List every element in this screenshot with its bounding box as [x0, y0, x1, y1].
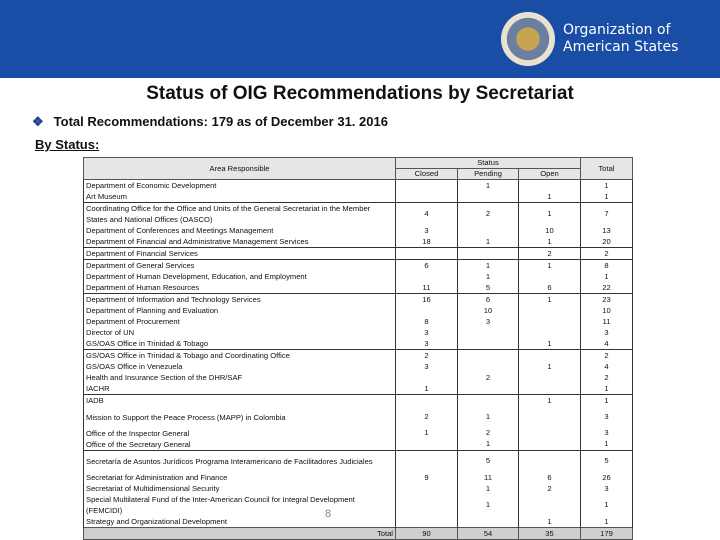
cell-pending: 1	[458, 406, 519, 427]
cell-total: 1	[581, 516, 633, 528]
table-row	[84, 439, 633, 451]
cell-open	[519, 494, 581, 516]
cell-pending: 1	[458, 494, 519, 516]
cell-area: Secretariat for Administration and Finance	[84, 472, 396, 483]
cell-closed	[396, 305, 458, 316]
cell-closed: 9	[396, 472, 458, 483]
total-open: 35	[519, 528, 581, 540]
cell-open: 1	[519, 516, 581, 528]
cell-total: 1	[581, 439, 633, 451]
table-row	[84, 260, 633, 272]
table-row	[84, 350, 633, 362]
cell-closed	[396, 450, 458, 472]
cell-closed: 3	[396, 225, 458, 236]
cell-pending: 1	[458, 260, 519, 272]
org-name	[563, 22, 678, 56]
page-title: Status of OIG Recommendations by Secretariat	[146, 83, 574, 104]
cell-open: 2	[519, 483, 581, 494]
org-name-line2: American States	[563, 39, 679, 55]
cell-area: Secretariat of Multidimensional Security	[84, 483, 396, 494]
cell-closed: 6	[396, 260, 458, 272]
cell-pending: 11	[458, 472, 519, 483]
cell-closed: 2	[396, 406, 458, 427]
cell-pending	[458, 395, 519, 407]
cell-closed: 3	[396, 338, 458, 350]
cell-area: Director of UN	[84, 327, 396, 338]
cell-total: 1	[581, 383, 633, 395]
cell-open: 1	[519, 294, 581, 306]
cell-open: 10	[519, 225, 581, 236]
cell-total: 1	[581, 271, 633, 282]
cell-closed: 18	[396, 236, 458, 248]
table-row	[84, 406, 633, 427]
cell-total: 2	[581, 350, 633, 362]
table-row	[84, 395, 633, 407]
diamond-bullet-icon: ❖	[32, 114, 44, 129]
cell-closed: 1	[396, 428, 458, 439]
cell-open	[519, 180, 581, 192]
cell-area: Health and Insurance Section of the DHR/SAF	[84, 372, 396, 383]
table-row	[84, 383, 633, 395]
cell-pending	[458, 361, 519, 372]
table-row	[84, 294, 633, 306]
cell-area: Department of Human Development, Education, and Employment	[84, 271, 396, 282]
table-row	[84, 236, 633, 248]
table-row	[84, 516, 633, 528]
cell-total: 1	[581, 494, 633, 516]
cell-open: 1	[519, 395, 581, 407]
cell-open: 1	[519, 236, 581, 248]
cell-open	[519, 439, 581, 451]
page-number: 8	[325, 508, 332, 520]
cell-total: 1	[581, 191, 633, 203]
cell-total: 26	[581, 472, 633, 483]
cell-open: 2	[519, 248, 581, 260]
cell-area: IADB	[84, 395, 396, 407]
cell-total: 13	[581, 225, 633, 236]
cell-closed	[396, 191, 458, 203]
cell-area: Mission to Support the Peace Process (MAPP) in Colombia	[84, 406, 396, 427]
cell-pending: 1	[458, 180, 519, 192]
cell-pending: 3	[458, 316, 519, 327]
cell-closed: 4	[396, 203, 458, 226]
cell-closed: 1	[396, 383, 458, 395]
cell-open: 1	[519, 191, 581, 203]
cell-closed: 3	[396, 361, 458, 372]
table-row	[84, 282, 633, 294]
cell-total: 3	[581, 428, 633, 439]
cell-closed: 16	[396, 294, 458, 306]
cell-closed	[396, 271, 458, 282]
cell-closed	[396, 372, 458, 383]
cell-closed	[396, 395, 458, 407]
cell-open	[519, 327, 581, 338]
cell-pending	[458, 191, 519, 203]
cell-open	[519, 428, 581, 439]
cell-open	[519, 450, 581, 472]
header-banner	[0, 0, 720, 78]
header-status: Status	[396, 158, 581, 169]
cell-pending	[458, 350, 519, 362]
org-name-line1: Organization of	[563, 22, 671, 38]
cell-pending: 5	[458, 450, 519, 472]
cell-open	[519, 372, 581, 383]
cell-total: 22	[581, 282, 633, 294]
cell-pending: 1	[458, 271, 519, 282]
cell-total: 3	[581, 483, 633, 494]
cell-pending	[458, 383, 519, 395]
cell-open: 1	[519, 338, 581, 350]
cell-pending: 10	[458, 305, 519, 316]
summary-text: Total Recommendations: 179 as of December 31. 2016	[53, 114, 388, 129]
cell-closed	[396, 494, 458, 516]
total-closed: 90	[396, 528, 458, 540]
cell-area: Office of the Secretary General	[84, 439, 396, 451]
table-row	[84, 225, 633, 236]
table-row	[84, 361, 633, 372]
cell-pending: 2	[458, 203, 519, 226]
cell-closed	[396, 483, 458, 494]
cell-pending	[458, 327, 519, 338]
cell-total: 3	[581, 406, 633, 427]
cell-closed	[396, 248, 458, 260]
cell-closed	[396, 516, 458, 528]
cell-area: Department of Conferences and Meetings Management	[84, 225, 396, 236]
cell-total: 20	[581, 236, 633, 248]
cell-open: 1	[519, 260, 581, 272]
table-row	[84, 316, 633, 327]
cell-area: Department of Procurement	[84, 316, 396, 327]
table-row	[84, 483, 633, 494]
cell-area: Office of the Inspector General	[84, 428, 396, 439]
cell-area: Coordinating Office for the Office and Units of the General Secretariat in the Member States and National Offices (OASCO)	[84, 203, 396, 226]
cell-area: Department of Economic Development	[84, 180, 396, 192]
table-row	[84, 305, 633, 316]
total-total: 179	[581, 528, 633, 540]
cell-open: 6	[519, 282, 581, 294]
cell-area: Department of Information and Technology Services	[84, 294, 396, 306]
cell-pending	[458, 516, 519, 528]
table-row	[84, 327, 633, 338]
cell-total: 3	[581, 327, 633, 338]
section-label: By Status:	[35, 137, 100, 152]
total-label: Total	[84, 528, 396, 540]
table-row	[84, 450, 633, 472]
cell-pending: 2	[458, 428, 519, 439]
table-row	[84, 248, 633, 260]
cell-pending	[458, 338, 519, 350]
table-row	[84, 338, 633, 350]
cell-area: Department of Planning and Evaluation	[84, 305, 396, 316]
cell-area: GS/OAS Office in Trinidad & Tobago and Coordinating Office	[84, 350, 396, 362]
table-row	[84, 428, 633, 439]
cell-total: 2	[581, 248, 633, 260]
cell-closed: 8	[396, 316, 458, 327]
cell-area: Strategy and Organizational Development	[84, 516, 396, 528]
cell-total: 4	[581, 338, 633, 350]
cell-open	[519, 350, 581, 362]
cell-pending	[458, 248, 519, 260]
table-row	[84, 494, 633, 516]
table-row	[84, 472, 633, 483]
cell-total: 10	[581, 305, 633, 316]
cell-pending: 2	[458, 372, 519, 383]
cell-total: 4	[581, 361, 633, 372]
cell-open	[519, 406, 581, 427]
table-row	[84, 180, 633, 192]
cell-area: GS/OAS Office in Trinidad & Tobago	[84, 338, 396, 350]
cell-area: IACHR	[84, 383, 396, 395]
header-open: Open	[519, 169, 581, 180]
status-table	[83, 157, 633, 540]
totals-row	[84, 528, 633, 540]
table-row	[84, 203, 633, 226]
cell-area: Department of Financial and Administrative Management Services	[84, 236, 396, 248]
cell-total: 11	[581, 316, 633, 327]
cell-total: 2	[581, 372, 633, 383]
cell-open: 1	[519, 361, 581, 372]
cell-area: Art Museum	[84, 191, 396, 203]
header-total: Total	[581, 158, 633, 180]
summary-line	[32, 114, 388, 130]
cell-area: Department of Financial Services	[84, 248, 396, 260]
header-area: Area Responsible	[84, 158, 396, 180]
cell-pending: 1	[458, 236, 519, 248]
cell-open	[519, 305, 581, 316]
cell-open	[519, 271, 581, 282]
cell-open	[519, 383, 581, 395]
cell-total: 5	[581, 450, 633, 472]
header-pending: Pending	[458, 169, 519, 180]
cell-closed: 3	[396, 327, 458, 338]
header-closed: Closed	[396, 169, 458, 180]
cell-closed: 2	[396, 350, 458, 362]
table-row	[84, 271, 633, 282]
cell-pending: 1	[458, 483, 519, 494]
cell-open: 1	[519, 203, 581, 226]
cell-area: GS/OAS Office in Venezuela	[84, 361, 396, 372]
table-row	[84, 372, 633, 383]
cell-pending: 5	[458, 282, 519, 294]
cell-total: 7	[581, 203, 633, 226]
oas-seal-logo	[501, 12, 555, 66]
cell-pending: 6	[458, 294, 519, 306]
cell-total: 1	[581, 395, 633, 407]
cell-open: 6	[519, 472, 581, 483]
cell-pending	[458, 225, 519, 236]
cell-closed: 11	[396, 282, 458, 294]
cell-area: Secretaría de Asuntos Jurídicos Programa Interamericano de Facilitadores Judiciales	[84, 450, 396, 472]
cell-open	[519, 316, 581, 327]
cell-closed	[396, 439, 458, 451]
cell-area: Department of General Services	[84, 260, 396, 272]
cell-closed	[396, 180, 458, 192]
table-row	[84, 191, 633, 203]
cell-area: Special Multilateral Fund of the Inter-American Council for Integral Development (FEMCIDI)	[84, 494, 396, 516]
cell-pending: 1	[458, 439, 519, 451]
cell-area: Department of Human Resources	[84, 282, 396, 294]
total-pending: 54	[458, 528, 519, 540]
cell-total: 23	[581, 294, 633, 306]
cell-total: 8	[581, 260, 633, 272]
cell-total: 1	[581, 180, 633, 192]
